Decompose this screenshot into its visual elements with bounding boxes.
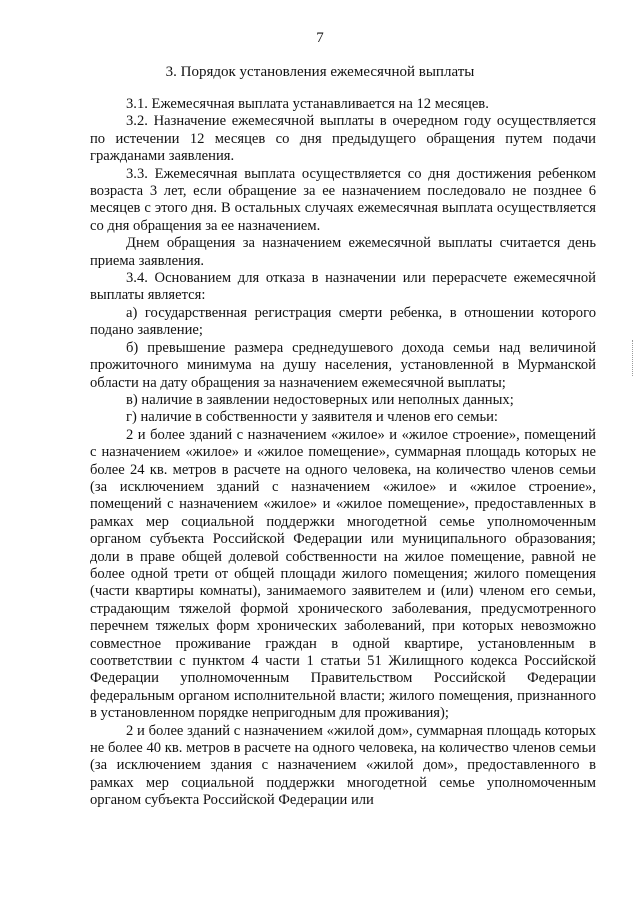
list-item-g: г) наличие в собственности у заявителя и членов его семьи:	[126, 409, 498, 426]
section-title: 3. Порядок установления ежемесячной выплаты	[165, 64, 475, 80]
document-body	[90, 96, 596, 810]
paragraph-residential-houses: 2 и более зданий с назначением «жилой дом», суммарная площадь которых не более 40 кв. метров в расчете на одного человека, на количество членов семьи (за исключением здания с назначением «жилой дом», предоставленного в рамках мер социальной поддержки многодетной семье уполномоченным органом субъекта Российской Федерации или	[90, 722, 596, 809]
paragraph-3-2: 3.2. Назначение ежемесячной выплаты в очередном году осуществляется по истечении 12 месяцев со дня предыдущего обращения путем подачи гражданами заявления.	[90, 113, 596, 165]
paragraph-3-4: 3.4. Основанием для отказа в назначении или перерасчете ежемесячной выплаты является:	[90, 270, 596, 304]
paragraph-3-3: 3.3. Ежемесячная выплата осуществляется со дня достижения ребенком возраста 3 лет, если обращение за ее назначением последовало не позднее 6 месяцев с этого дня. В остальных случаях ежемесячная выплата осуществляется со дня обращения за ее назначением.	[90, 165, 596, 234]
list-item-a: а) государственная регистрация смерти ребенка, в отношении которого подано заявление;	[90, 304, 596, 339]
paragraph-3-1: 3.1. Ежемесячная выплата устанавливается на 12 месяцев.	[126, 96, 489, 112]
paragraph-residential-buildings: 2 и более зданий с назначением «жилое» и «жилое строение», помещений с назначением «жилое» и «жилое помещение», суммарная площадь которых не более 24 кв. метров в расчете на одного человека, на количество членов семьи (за исключением зданий с назначением «жилое» и «жилое строение», помещений с назначением «жилое» и «жилое помещение», предоставленных в рамках мер социальной поддержки многодетной семье уполномоченным органом субъекта Российской Федерации или муниципального образования; доли в праве общей долевой собственности на жилое помещение, равной не более одной трети от общей площади жилого помещения; жилого помещения (части квартиры комнаты), занимаемого заявителем и (или) членом его семьи, страдающим тяжелой формой хронического заболевания, предусмотренного перечнем тяжелых форм хронических заболеваний, при которых невозможно совместное проживание граждан в одной квартире, установленным в соответствии с пунктом 4 части 1 статьи 51 Жилищного кодекса Российской Федерации уполномоченным Правительством Российской Федерации федеральным органом исполнительной власти; жилого помещения, признанного в установленном порядке непригодным для проживания);	[90, 426, 596, 722]
page-number: 7	[316, 30, 324, 46]
scan-artifact	[632, 340, 636, 376]
list-item-v: в) наличие в заявлении недостоверных или неполных данных;	[126, 391, 514, 408]
paragraph-application-day: Днем обращения за назначением ежемесячной выплаты считается день приема заявления.	[90, 235, 596, 269]
list-item-b: б) превышение размера среднедушевого дохода семьи над величиной прожиточного минимума на душу населения, установленной в Мурманской области на дату обращения за назначением ежемесячной выплаты;	[90, 339, 596, 391]
